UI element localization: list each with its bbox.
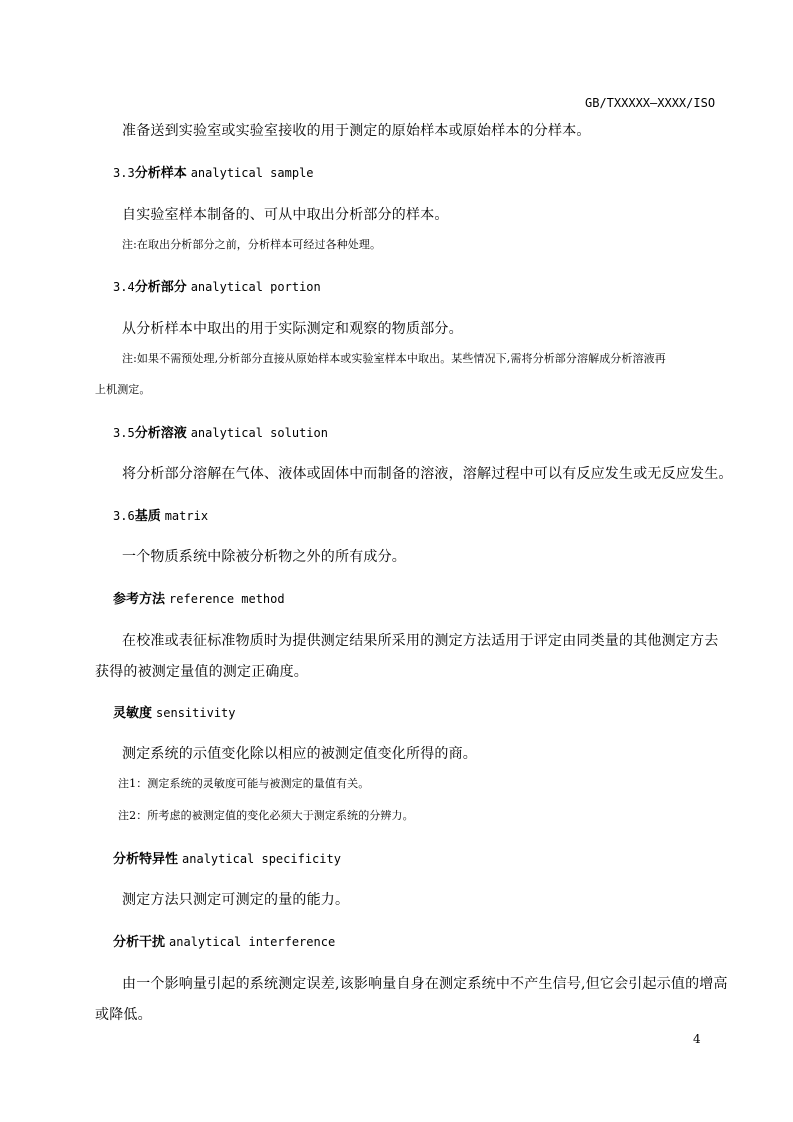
term-number: 3.6: [113, 509, 135, 523]
term-heading-interference: [113, 931, 335, 950]
term-heading-3-4: [113, 276, 321, 295]
term-heading-sensitivity: [113, 702, 236, 721]
term-chinese: 基质: [134, 509, 161, 524]
body-paragraph: 准备送到实验室或实验室接收的用于测定的原始样本或原始样本的分样本。: [122, 123, 591, 139]
term-heading-3-6: [113, 505, 208, 524]
page-number: 4: [693, 1032, 701, 1046]
term-chinese: 分析溶液: [134, 426, 187, 441]
term-english: analytical portion: [190, 280, 321, 294]
term-english: matrix: [164, 509, 209, 523]
body-paragraph: 由一个影响量引起的系统测定误差,该影响量自身在测定系统中不产生信号,但它会引起示值的增高: [122, 976, 728, 992]
term-english: analytical interference: [169, 935, 336, 949]
term-number: 3.3: [113, 166, 135, 180]
note-2: 注2：所考虑的被测定值的变化必须大于测定系统的分辨力。: [118, 809, 414, 822]
body-paragraph-continuation: 或降低。: [95, 1007, 152, 1023]
body-paragraph: 自实验室样本制备的、可从中取出分析部分的样本。: [122, 207, 449, 223]
body-paragraph-continuation: 获得的被测定量值的测定正确度。: [95, 664, 308, 680]
term-heading-3-5: [113, 422, 328, 441]
term-english: sensitivity: [156, 706, 236, 720]
body-paragraph: 测定方法只测定可测定的量的能力。: [122, 892, 350, 908]
term-heading-reference-method: [113, 588, 285, 607]
body-paragraph: 一个物质系统中除被分析物之外的所有成分。: [122, 549, 406, 565]
term-chinese: 分析部分: [134, 280, 187, 295]
term-chinese: 分析样本: [134, 166, 187, 181]
term-heading-specificity: [113, 848, 341, 867]
note: 注:在取出分析部分之前，分析样本可经过各种处理。: [122, 238, 382, 251]
term-number: 3.5: [113, 426, 135, 440]
term-english: analytical specificity: [182, 852, 341, 866]
term-english: reference method: [169, 592, 285, 606]
note-1: 注1：测定系统的灵敏度可能与被测定的量值有关。: [118, 777, 370, 790]
term-english: analytical sample: [190, 166, 314, 180]
term-english: analytical solution: [190, 426, 328, 440]
body-paragraph: 测定系统的示值变化除以相应的被测定值变化所得的商。: [122, 746, 477, 762]
term-chinese: 分析特异性: [113, 852, 179, 867]
term-chinese: 参考方法: [113, 592, 166, 607]
term-heading-3-3: [113, 162, 314, 181]
body-paragraph: 将分析部分溶解在气体、液体或固体中而制备的溶液，溶解过程中可以有反应发生或无反应发生。: [122, 466, 733, 482]
body-paragraph: 从分析样本中取出的用于实际测定和观察的物质部分。: [122, 321, 463, 337]
term-chinese: 灵敏度: [113, 706, 153, 721]
note-continuation: 上机测定。: [95, 383, 151, 396]
term-number: 3.4: [113, 280, 135, 294]
note: 注:如果不需预处理,分析部分直接从原始样本或实验室样本中取出。某些情况下,需将分析部分溶解成分析溶液再: [122, 352, 666, 365]
header-standard-code: GB/TXXXXX—XXXX/ISO: [585, 96, 716, 110]
body-paragraph: 在校准或表征标准物质时为提供测定结果所采用的测定方法适用于评定由同类量的其他测定方去: [122, 633, 719, 649]
term-chinese: 分析干扰: [113, 935, 166, 950]
